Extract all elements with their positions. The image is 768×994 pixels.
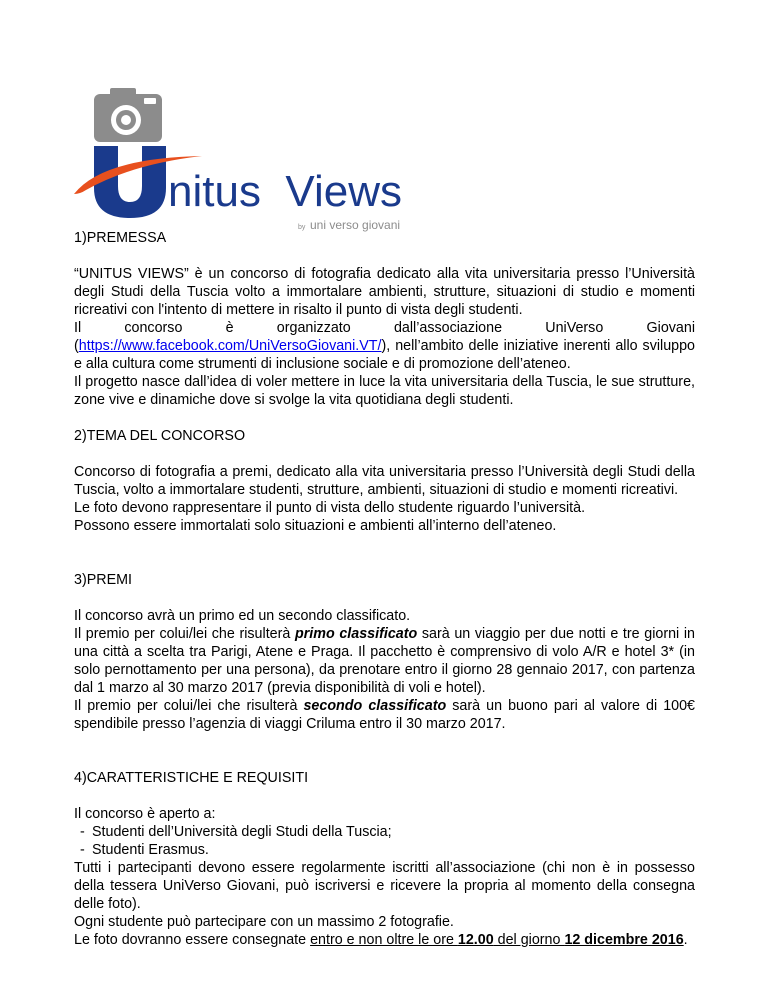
deadline-date: 12 dicembre 2016 bbox=[564, 932, 684, 948]
section-2-paragraph-3: Possono essere immortalati solo situazioni e ambienti all’interno dell’ateneo. bbox=[74, 518, 557, 534]
first-place-emphasis: primo classificato bbox=[294, 626, 418, 642]
section-4-paragraph-4: Le foto dovranno essere consegnate entro e non oltre le ore 12.00 del giorno 12 dicembre 2016. bbox=[74, 932, 688, 948]
logo-byline: uni verso giovani bbox=[310, 218, 401, 232]
unitus-views-logo bbox=[72, 86, 442, 234]
section-1-heading: 1)PREMESSA bbox=[74, 230, 167, 246]
logo-wordmark: nitus Views bbox=[168, 167, 402, 216]
list-item: - Studenti Erasmus. bbox=[74, 841, 695, 859]
section-2-heading: 2)TEMA DEL CONCORSO bbox=[74, 428, 246, 444]
section-2-paragraph-2: Le foto devono rappresentare il punto di vista dello studente riguardo l’università. bbox=[74, 500, 586, 516]
second-place-emphasis: secondo classificato bbox=[303, 698, 447, 714]
eligibility-list bbox=[74, 823, 695, 859]
logo-byline-by: by bbox=[298, 224, 306, 231]
section-2-paragraph-1: Concorso di fotografia a premi, dedicato alla vita universitaria presso l’Università degli Studi della Tuscia, volto a immortalare studenti, strutture, ambienti, situazioni di studio e momenti ricreativi. bbox=[74, 464, 695, 498]
section-3-paragraph-1: Il concorso avrà un primo ed un secondo classificato. bbox=[74, 608, 411, 624]
section-4-heading: 4)CARATTERISTICHE E REQUISITI bbox=[74, 770, 309, 786]
section-1-paragraph-2-line-1: Il concorso è organizzato dall’associazione UniVerso Giovani bbox=[74, 320, 695, 336]
list-item: - Studenti dell’Università degli Studi della Tuscia; bbox=[74, 823, 695, 841]
section-1-paragraph-3: Il progetto nasce dall’idea di voler mettere in luce la vita universitaria della Tuscia, le sue strutture, zone vive e dinamiche dove si svolge la vita quotidiana degli studenti. bbox=[74, 374, 695, 408]
section-3-paragraph-3: Il premio per colui/lei che risulterà secondo classificato sarà un buono pari al valore di 100€ spendibile presso l’agenzia di viaggi Criluma entro il 30 marzo 2017. bbox=[74, 698, 695, 732]
section-3-paragraph-2: Il premio per colui/lei che risulterà primo classificato sarà un viaggio per due notti e tre giorni in una città a scelta tra Parigi, Atene e Praga. Il pacchetto è comprensivo di volo A/R e hotel 3* (in solo pernottamento per una persona), da prenotare entro il giorno 28 gennaio 2017, con partenza dal 1 marzo al 30 marzo 2017 (previa disponibilità di voli e hotel). bbox=[74, 626, 695, 696]
section-4-paragraph-2: Tutti i partecipanti devono essere regolarmente iscritti all’associazione (chi non è in possesso della tessera UniVerso Giovani, può iscriversi e ricevere la propria al momento della consegna delle foto). bbox=[74, 860, 695, 912]
document-body bbox=[74, 229, 695, 949]
deadline-time: 12.00 bbox=[457, 932, 494, 948]
section-3-heading: 3)PREMI bbox=[74, 572, 132, 588]
section-4-paragraph-3: Ogni studente può partecipare con un massimo 2 fotografie. bbox=[74, 914, 454, 930]
facebook-link[interactable]: https://www.facebook.com/UniVersoGiovani.VT/ bbox=[78, 338, 382, 354]
section-1-paragraph-2: (https://www.facebook.com/UniVersoGiovani.VT/), nell’ambito delle iniziative inerenti allo sviluppo e alla cultura come strumenti di inclusione sociale e di promozione dell’ateneo. bbox=[74, 338, 695, 372]
section-4-paragraph-1: Il concorso è aperto a: bbox=[74, 806, 216, 822]
section-1-paragraph-1: “UNITUS VIEWS” è un concorso di fotografia dedicato alla vita universitaria presso l’Università degli Studi della Tuscia volto a immortalare ambienti, strutture, situazioni di studio e momenti ricreativi con l'intento di mettere in risalto il punto di vista degli studenti. bbox=[74, 266, 695, 318]
